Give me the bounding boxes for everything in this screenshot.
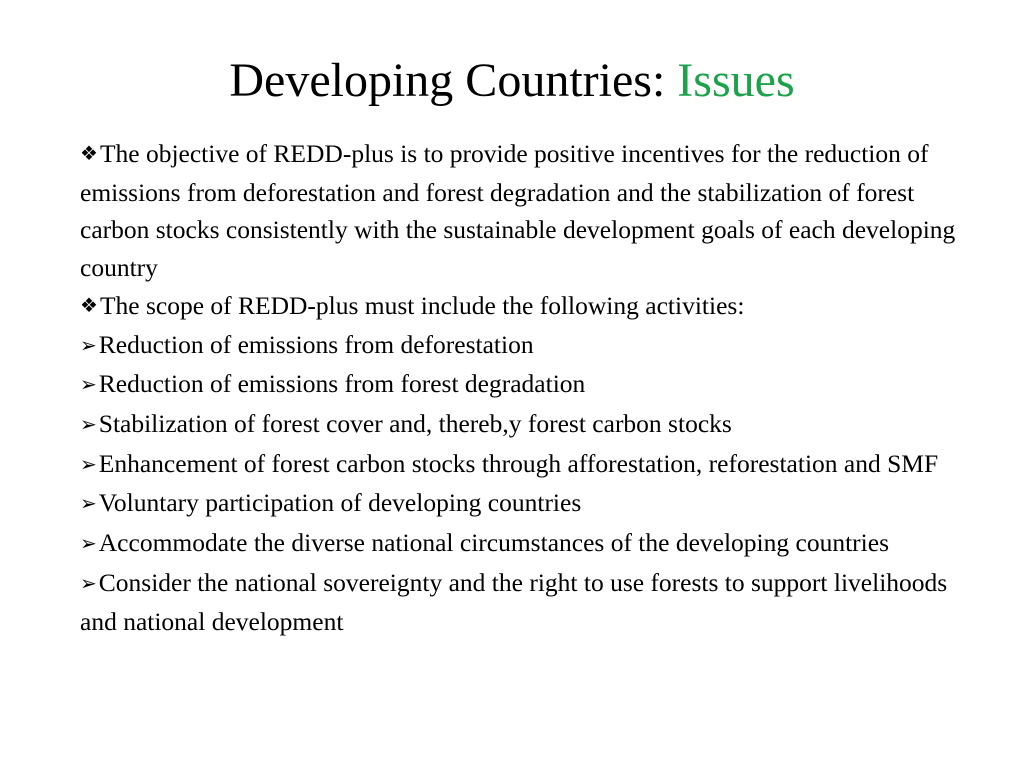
- bullet-item: [80, 135, 980, 287]
- bullet-text: Voluntary participation of developing countries: [98, 488, 582, 518]
- arrow-bullet-icon: ➢: [80, 533, 97, 556]
- arrow-bullet-icon: ➢: [80, 374, 97, 397]
- diamond-bullet-icon: ❖: [80, 294, 98, 317]
- arrow-bullet-icon: ➢: [80, 334, 97, 357]
- sub-bullet-item: [80, 405, 980, 445]
- bullet-text: The objective of REDD-plus is to provide positive incentives for the reduction of emissions from deforestation and forest degradation and the stabilization of forest carbon stocks consistently with the sustainable development goals of each developing country: [80, 139, 956, 283]
- bullet-text: The scope of REDD-plus must include the following activities:: [99, 290, 745, 320]
- diamond-bullet-icon: ❖: [80, 143, 98, 165]
- bullet-text: Enhancement of forest carbon stocks through afforestation, reforestation and SMF: [98, 448, 939, 478]
- arrow-bullet-icon: ➢: [80, 453, 97, 476]
- sub-bullet-item: [80, 326, 980, 366]
- bullet-text: Consider the national sovereignty and the right to use forests to support livelihoods and national development: [80, 567, 948, 637]
- sub-bullet-item: [80, 524, 980, 564]
- slide-title: [0, 52, 1024, 110]
- slide-title-accent: Issues: [677, 54, 795, 107]
- arrow-bullet-icon: ➢: [80, 572, 97, 595]
- sub-bullet-item: [80, 445, 980, 485]
- slide-title-main: Developing Countries:: [229, 54, 678, 107]
- sub-bullet-item: [80, 484, 980, 524]
- bullet-text: Reduction of emissions from forest degradation: [98, 369, 586, 399]
- slide-body: [80, 135, 980, 641]
- sub-bullet-item: [80, 365, 980, 405]
- arrow-bullet-icon: ➢: [80, 493, 97, 516]
- bullet-item: [80, 287, 980, 326]
- bullet-text: Accommodate the diverse national circumstances of the developing countries: [98, 528, 889, 558]
- bullet-text: Reduction of emissions from deforestation: [98, 329, 534, 359]
- arrow-bullet-icon: ➢: [80, 413, 97, 436]
- bullet-text: Stabilization of forest cover and, thereb,y forest carbon stocks: [98, 408, 732, 438]
- sub-bullet-item: [80, 564, 980, 641]
